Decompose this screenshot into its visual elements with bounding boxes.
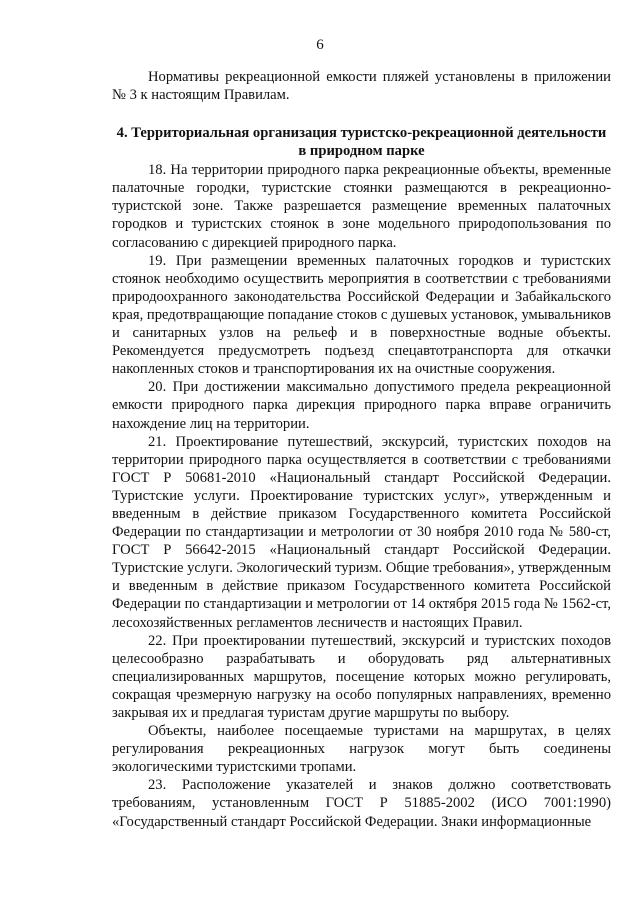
paragraph-18: 18. На территории природного парка рекреационные объекты, временные палаточные городки, туристские стоянки размещаются в рекреационно-туристской зоне. Также разрешается размещение временных палаточных городков и туристских стоянок в зоне модельного природопользования по согласованию с дирекцией природного парка.	[112, 162, 611, 251]
paragraph-22-objects: Объекты, наиболее посещаемые туристами на маршрутах, в целях регулирования рекреационных нагрузок могут быть соединены экологическими туристскими тропами.	[112, 723, 611, 776]
paragraph-23: 23. Расположение указателей и знаков должно соответствовать требованиям, установленным ГОСТ Р 51885-2002 (ИСО 7001:1990) «Государственный стандарт Российской Федерации. Знаки информационные	[112, 777, 611, 830]
paragraph-beach-norms: Нормативы рекреационной емкости пляжей установлены в приложении № 3 к настоящим Правилам.	[112, 69, 611, 104]
paragraph-20: 20. При достижении максимально допустимого предела рекреационной емкости природного парка дирекция природного парка вправе ограничить нахождение лиц на территории.	[112, 379, 611, 432]
paragraph-22: 22. При проектировании путешествий, экскурсий и туристских походов целесообразно разрабатывать и оборудовать ряд альтернативных специализированных маршрутов, посещение которых можно регулировать, сокращая чрезмерную нагрузку на особо популярных направлениях, временно закрывая их и предлагая туристам другие маршруты по выбору.	[112, 632, 611, 721]
paragraph-21: 21. Проектирование путешествий, экскурсий, туристских походов на территории природного парка осуществляется в соответствии с требованиями ГОСТ Р 50681-2010 «Национальный стандарт Российской Федерации. Туристские услуги. Проектирование туристских услуг», утвержденным и введенным в действие приказом Государственного комитета Российской Федерации по стандартизации и метрологии от 30 ноября 2010 года № 580-ст, ГОСТ Р 56642-2015 «Национальный стандарт Российской Федерации. Туристские услуги. Экологический туризм. Общие требования», утвержденным и введенным в действие приказом Государственного комитета Российской Федерации по стандартизации и метрологии от 14 октября 2015 года № 1562-ст, лесохозяйственных регламентов лесничеств и настоящих Правил.	[112, 433, 611, 631]
page-number: 6	[316, 37, 324, 53]
document-body	[112, 68, 611, 831]
paragraph-19: 19. При размещении временных палаточных городков и туристских стоянок необходимо осуществить мероприятия в соответствии с требованиями природоохранного законодательства Российской Федерации и Забайкальского края, предотвращающие попадание стоков с душевых установок, умывальников и санитарных узлов на рельеф и в поверхностные водные объекты. Рекомендуется предусмотреть подъезд спецавтотранспорта для откачки накопленных стоков и транспортирования их на очистные сооружения.	[112, 252, 611, 378]
section-heading: 4. Территориальная организация туристско-рекреационной деятельности в природном парке	[116, 125, 607, 159]
